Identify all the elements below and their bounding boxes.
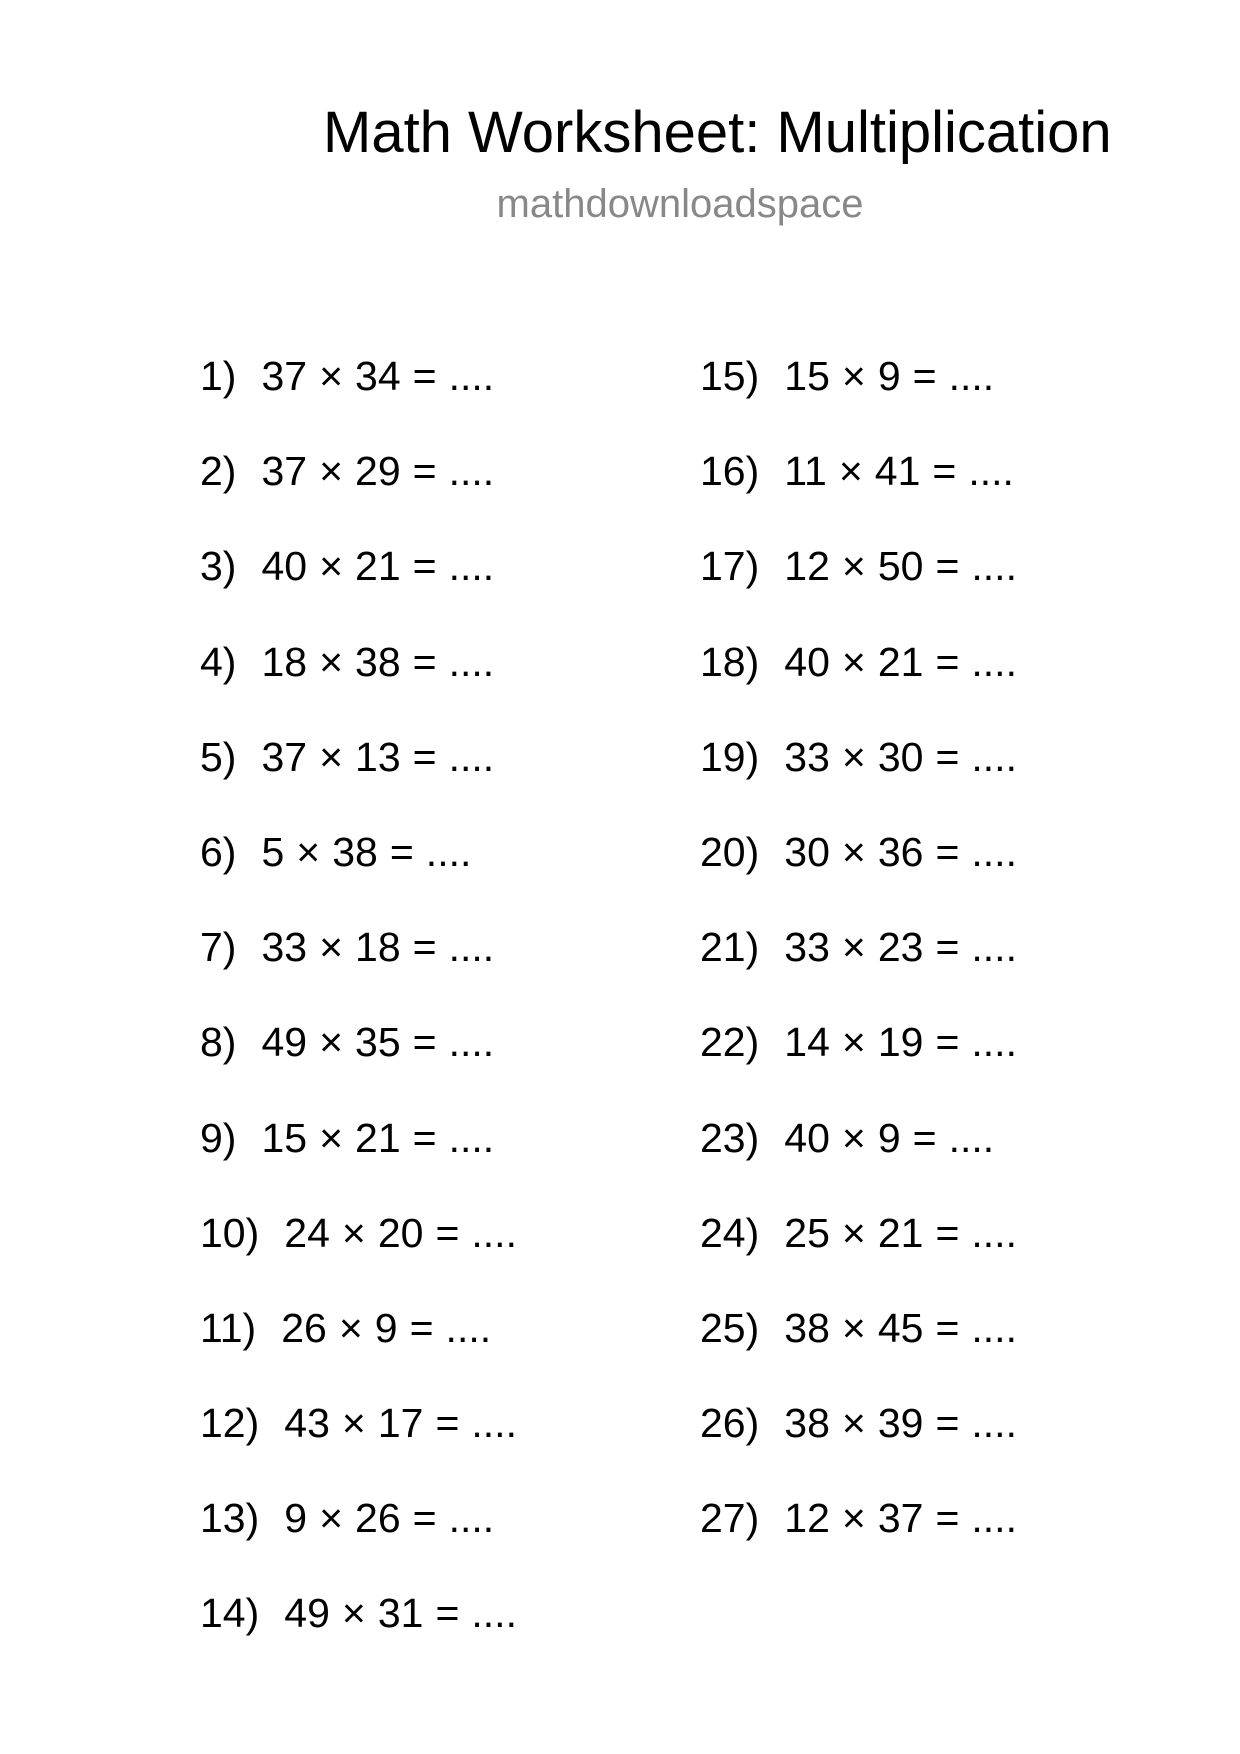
times-sign: × [319,638,344,685]
answer-blank: .... [971,638,1017,685]
answer-blank: .... [448,733,495,780]
operand-a: 24 [284,1209,330,1256]
answer-blank: .... [971,1019,1017,1066]
operand-b: 9 [877,1114,901,1161]
times-sign: × [319,353,344,399]
operand-a: 12 [784,543,830,590]
problem-number: 19) [700,733,760,780]
problem-number: 13) [200,1495,260,1542]
equals-sign: = [412,638,437,685]
operand-b: 19 [877,1019,924,1066]
answer-blank: .... [971,1495,1017,1542]
problem-number: 5) [200,733,237,780]
equals-sign: = [389,828,414,875]
operand-b: 41 [874,448,921,495]
problem-number: 17) [700,543,760,590]
answer-blank: .... [971,733,1017,780]
problem-item [700,917,1017,1012]
problem-item [200,1203,517,1298]
operand-b: 30 [877,733,924,780]
problem-item [700,1203,1017,1298]
times-sign: × [319,733,344,780]
answer-blank: .... [968,448,1014,495]
times-sign: × [341,1590,366,1637]
operand-a: 49 [284,1590,330,1637]
problem-number: 6) [200,828,237,875]
operand-a: 33 [261,924,308,971]
operand-b: 20 [377,1209,424,1256]
equals-sign: = [412,543,437,590]
answer-blank: .... [948,353,995,399]
answer-blank: .... [971,828,1017,875]
answer-blank: .... [971,1304,1017,1351]
operand-a: 40 [784,1114,830,1161]
answer-blank: .... [948,1114,995,1161]
operand-b: 29 [355,448,401,495]
answer-blank: .... [448,638,495,685]
problem-item [700,727,1017,822]
answer-blank: .... [448,353,495,399]
operand-b: 26 [355,1495,401,1542]
times-sign: × [841,638,866,685]
times-sign: × [338,1304,363,1351]
problem-item [200,1108,517,1203]
problem-item [700,822,1017,917]
problem-number: 1) [200,353,237,399]
operand-a: 38 [784,1400,830,1447]
problem-number: 7) [200,924,237,971]
problem-number: 21) [700,924,760,971]
equals-sign: = [435,1400,460,1447]
problem-item [700,441,1017,536]
times-sign: × [319,1114,344,1161]
problem-column-left [200,346,517,1679]
operand-b: 18 [355,924,401,971]
operand-a: 5 [261,828,285,875]
equals-sign: = [435,1209,460,1256]
equals-sign: = [912,1114,937,1161]
times-sign: × [841,353,866,399]
times-sign: × [841,1400,866,1447]
answer-blank: .... [448,1019,495,1066]
equals-sign: = [912,353,937,399]
problem-item [700,536,1017,631]
equals-sign: = [412,1114,437,1161]
problem-number: 14) [200,1590,260,1637]
operand-b: 38 [332,828,378,875]
problem-item [200,536,517,631]
equals-sign: = [412,353,437,399]
worksheet-subtitle: mathdownloadspace [496,182,864,226]
problem-item [200,1298,517,1393]
operand-a: 33 [784,733,830,780]
problem-number: 25) [700,1304,760,1351]
operand-a: 15 [784,353,830,399]
operand-a: 33 [784,924,830,971]
operand-a: 9 [284,1495,308,1542]
times-sign: × [841,1114,866,1161]
times-sign: × [296,828,321,875]
equals-sign: = [935,924,960,971]
problem-number: 11) [200,1304,257,1351]
equals-sign: = [935,733,960,780]
operand-a: 15 [261,1114,308,1161]
operand-a: 38 [784,1304,830,1351]
problem-item [200,727,517,822]
problem-item [200,917,517,1012]
operand-b: 36 [877,828,924,875]
operand-a: 12 [784,1495,830,1542]
operand-a: 37 [261,448,308,495]
answer-blank: .... [471,1590,517,1637]
problem-number: 10) [200,1209,260,1256]
problem-number: 15) [700,353,760,399]
times-sign: × [319,1495,344,1542]
answer-blank: .... [448,448,495,495]
equals-sign: = [935,1019,960,1066]
equals-sign: = [935,828,960,875]
problem-item [200,1488,517,1583]
operand-a: 40 [261,543,308,590]
problem-item [200,441,517,536]
equals-sign: = [932,448,957,495]
answer-blank: .... [425,828,472,875]
operand-b: 45 [877,1304,924,1351]
problem-number: 24) [700,1209,760,1256]
problem-number: 27) [700,1495,760,1542]
problem-number: 23) [700,1114,760,1161]
problem-number: 4) [200,638,237,685]
problem-column-right [700,346,1017,1583]
problem-number: 12) [200,1400,260,1447]
operand-a: 14 [784,1019,830,1066]
problem-item [700,632,1017,727]
operand-b: 31 [377,1590,424,1637]
operand-b: 21 [355,1114,401,1161]
operand-b: 35 [355,1019,401,1066]
equals-sign: = [412,448,437,495]
problem-number: 9) [200,1114,237,1161]
equals-sign: = [435,1590,460,1637]
answer-blank: .... [471,1209,517,1256]
problem-item [200,1393,517,1488]
operand-b: 9 [374,1304,398,1351]
times-sign: × [841,1495,866,1542]
equals-sign: = [935,1495,960,1542]
problem-item [700,346,1017,441]
problem-item [700,1298,1017,1393]
problem-number: 22) [700,1019,760,1066]
equals-sign: = [412,733,437,780]
operand-b: 21 [877,1209,924,1256]
operand-a: 26 [281,1304,327,1351]
operand-b: 17 [377,1400,424,1447]
operand-a: 49 [261,1019,308,1066]
worksheet-title: Math Worksheet: Multiplication [323,100,1112,165]
problem-item [700,1012,1017,1107]
operand-b: 23 [877,924,924,971]
problem-number: 16) [700,448,760,495]
equals-sign: = [409,1304,434,1351]
operand-a: 30 [784,828,830,875]
equals-sign: = [935,543,960,590]
answer-blank: .... [971,1400,1017,1447]
problem-item [200,822,517,917]
problem-item [700,1108,1017,1203]
operand-b: 21 [877,638,924,685]
times-sign: × [341,1400,366,1447]
problem-item [200,1583,517,1678]
answer-blank: .... [971,543,1017,590]
answer-blank: .... [448,924,495,971]
equals-sign: = [935,638,960,685]
equals-sign: = [935,1304,960,1351]
equals-sign: = [412,1019,437,1066]
problem-item [200,1012,517,1107]
times-sign: × [841,924,866,971]
answer-blank: .... [445,1304,492,1351]
problem-number: 20) [700,828,760,875]
answer-blank: .... [448,1114,495,1161]
problem-item [200,346,517,441]
operand-b: 50 [877,543,924,590]
times-sign: × [841,1019,866,1066]
times-sign: × [838,448,863,495]
operand-a: 25 [784,1209,830,1256]
times-sign: × [841,733,866,780]
answer-blank: .... [971,1209,1017,1256]
answer-blank: .... [448,1495,495,1542]
times-sign: × [319,543,344,590]
equals-sign: = [935,1400,960,1447]
problem-item [200,632,517,727]
times-sign: × [341,1209,366,1256]
operand-a: 37 [261,353,308,399]
operand-a: 43 [284,1400,330,1447]
answer-blank: .... [448,543,495,590]
times-sign: × [841,1304,866,1351]
operand-b: 13 [355,733,401,780]
times-sign: × [841,828,866,875]
operand-b: 37 [877,1495,924,1542]
problem-number: 18) [700,638,760,685]
operand-b: 34 [355,353,401,399]
times-sign: × [841,1209,866,1256]
times-sign: × [319,1019,344,1066]
problem-number: 8) [200,1019,237,1066]
equals-sign: = [412,924,437,971]
operand-b: 38 [355,638,401,685]
equals-sign: = [935,1209,960,1256]
problem-item [700,1488,1017,1583]
equals-sign: = [412,1495,437,1542]
operand-a: 40 [784,638,830,685]
problem-number: 2) [200,448,237,495]
answer-blank: .... [971,924,1017,971]
problem-item [700,1393,1017,1488]
operand-a: 11 [784,448,827,495]
times-sign: × [319,924,344,971]
times-sign: × [319,448,344,495]
operand-b: 9 [877,353,901,399]
operand-b: 39 [877,1400,924,1447]
problem-number: 26) [700,1400,760,1447]
times-sign: × [841,543,866,590]
problem-number: 3) [200,543,237,590]
operand-b: 21 [355,543,401,590]
answer-blank: .... [471,1400,517,1447]
operand-a: 18 [261,638,308,685]
operand-a: 37 [261,733,308,780]
